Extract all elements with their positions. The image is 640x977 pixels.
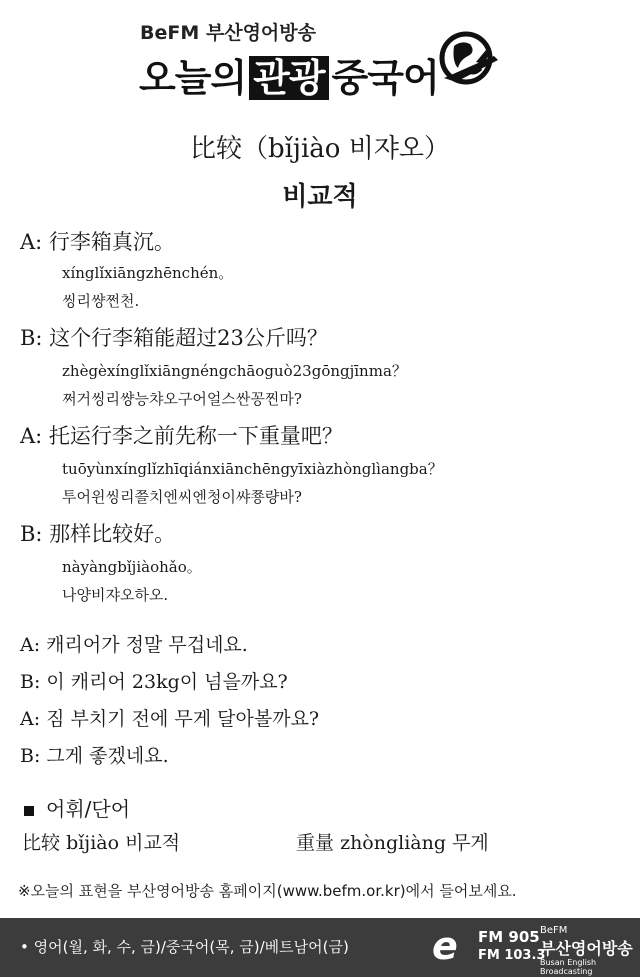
dialogue-pinyin-3: tuōyùnxínglǐzhīqiánxiānchēngyīxiàzhònglìangba？ [62, 460, 443, 478]
lesson-subtitle: 비교적 [282, 182, 358, 212]
vocab-meaning: 비교적 [125, 832, 181, 854]
vocab-meaning: 무게 [452, 832, 489, 854]
globe-airplane-icon [436, 26, 502, 92]
vocab-pinyin: zhòngliàng [340, 832, 447, 854]
program-title [139, 47, 439, 102]
listen-note: ※오늘의 표현을 부산영어방송 홈페이지(www.befm.or.kr)에서 들어보세요. [18, 882, 517, 900]
vocab-word: 重量 [296, 832, 335, 854]
lesson-title: 比较（bǐjiào 비쟈오） [189, 134, 451, 164]
dialogue-pinyin-4: nàyàngbǐjiàohǎo。 [62, 558, 202, 576]
broadcast-schedule: • 영어(월, 화, 수, 금)/중국어(목, 금)/베트남어(금) [20, 938, 349, 956]
dialogue-chinese-1: A: 行李箱真沉。 [20, 230, 175, 254]
translation-line-1: A: 캐리어가 정말 무겁네요. [20, 634, 248, 656]
frequency-secondary: FM 103.3 [478, 948, 546, 963]
translation-line-2: B: 이 캐리어 23kg이 넘을까요? [20, 671, 288, 693]
station-tagline: Busan English Broadcasting [540, 958, 597, 976]
dialogue-korean-reading-1: 씽리썅쩐천. [62, 292, 140, 310]
square-bullet-icon [24, 806, 34, 816]
dialogue-korean-reading-3: 투어윈씽리쯜치엔씨엔청이쌰쭁량바? [62, 488, 302, 506]
station-name-en: BeFM [540, 925, 568, 936]
vocab-item-2 [296, 828, 489, 855]
header [0, 0, 640, 112]
dialogue-korean-reading-4: 나양비쟈오하오. [62, 586, 169, 604]
dialogue-chinese-3: A: 托运行李之前先称一下重量吧？ [20, 424, 343, 448]
station-name-kr: 부산영어방송 [540, 939, 633, 958]
dialogue-chinese-4: B: 那样比较好。 [20, 522, 176, 546]
vocab-word: 比较 [22, 832, 61, 854]
dialogue-pinyin-1: xínglǐxiāngzhēnchén。 [62, 264, 234, 282]
vocab-heading [24, 793, 130, 822]
frequency-primary: FM 905 [478, 928, 540, 946]
brand-station-name: BeFM 부산영어방송 [140, 22, 316, 44]
program-title-highlight: 관광 [249, 56, 328, 100]
befm-logo-icon: e [432, 924, 458, 968]
vocab-heading-label: 어휘/단어 [46, 797, 131, 821]
footer-bar [0, 918, 640, 977]
program-title-part3: 중국어 [331, 56, 439, 100]
dialogue-pinyin-2: zhègèxínglǐxiāngnéngchāoguò23gōngjīnma？ [62, 362, 407, 380]
translation-line-3: A: 짐 부치기 전에 무게 달아볼까요? [20, 708, 320, 730]
program-title-part1: 오늘의 [139, 56, 247, 100]
dialogue-chinese-2: B: 这个行李箱能超过23公斤吗？ [20, 326, 328, 350]
dialogue-korean-reading-2: 쩌거씽리썅능챠오구어얼스싼꽁찐마? [62, 390, 302, 408]
translation-line-4: B: 그게 좋겠네요. [20, 745, 169, 767]
vocab-pinyin: bǐjiào [66, 832, 120, 854]
vocab-item-1 [22, 828, 180, 855]
